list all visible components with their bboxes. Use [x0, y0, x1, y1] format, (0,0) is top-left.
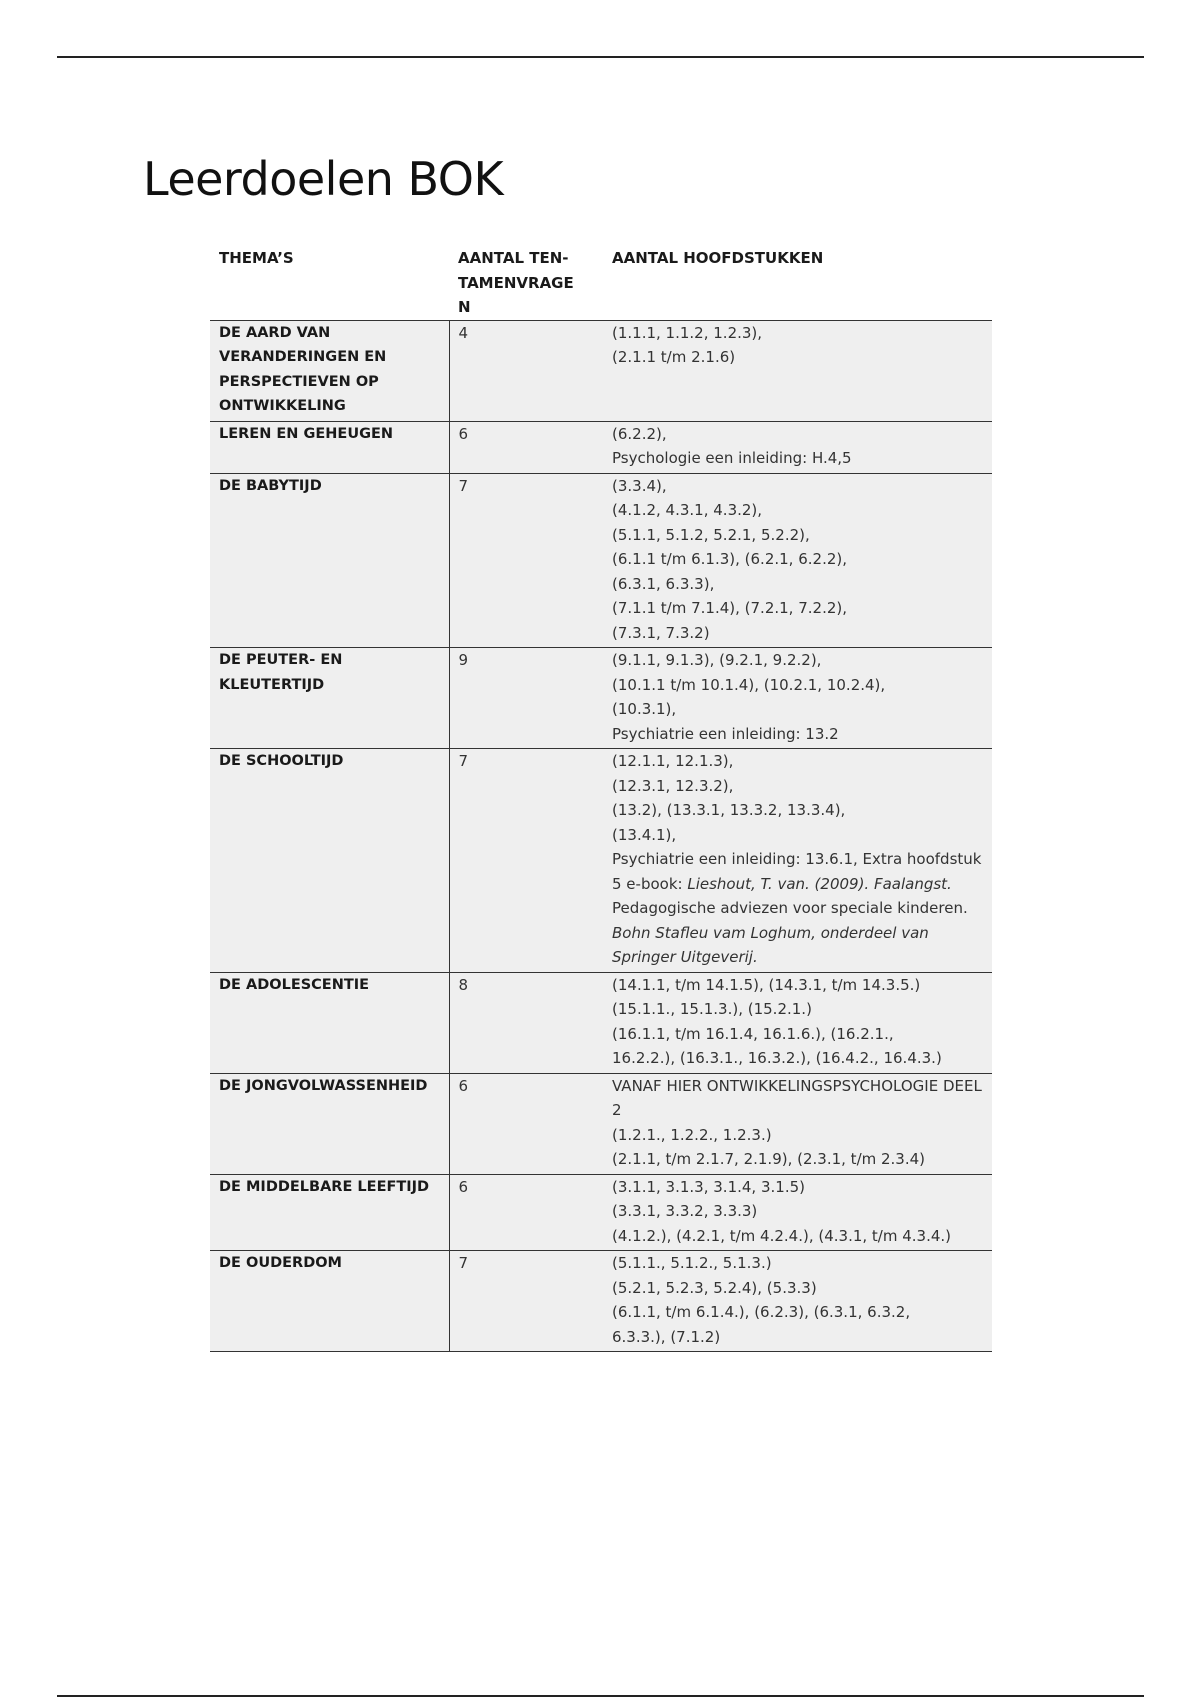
- table-row: [210, 421, 992, 473]
- footer-rule: [57, 1695, 1144, 1697]
- table-row: [210, 972, 992, 1073]
- row-theme: DE BABYTIJD: [210, 473, 449, 648]
- row-chapters: (1.1.1, 1.1.2, 1.2.3), (2.1.1 t/m 2.1.6): [603, 320, 992, 421]
- row-theme: DE PEUTER- EN KLEUTERTIJD: [210, 648, 449, 749]
- table-row: [210, 1073, 992, 1174]
- header-theme: THEMA’S: [219, 249, 294, 267]
- row-chapters: (9.1.1, 9.1.3), (9.2.1, 9.2.2), (10.1.1 t/m 10.1.4), (10.2.1, 10.2.4), (10.3.1), Psychiatrie een inleiding: 13.2: [603, 648, 992, 749]
- header-chapters: AANTAL HOOFDSTUKKEN: [612, 249, 824, 267]
- table-row: [210, 473, 992, 648]
- row-theme: DE AARD VAN VERANDERINGEN EN PERSPECTIEVEN OP ONTWIKKELING: [210, 320, 449, 421]
- table-row: [210, 320, 992, 421]
- row-count: 6: [449, 1073, 603, 1174]
- row-chapters: (5.1.1., 5.1.2., 5.1.3.) (5.2.1, 5.2.3, 5.2.4), (5.3.3) (6.1.1, t/m 6.1.4.), (6.2.3), (6.3.1, 6.3.2, 6.3.3.), (7.1.2): [603, 1251, 992, 1352]
- table-header-row: [210, 246, 992, 320]
- row-count: 7: [449, 749, 603, 973]
- table-row: [210, 1174, 992, 1251]
- schooltijd-extra-reference: Psychiatrie een inleiding: 13.6.1, Extra hoofdstuk 5 e-book: Lieshout, T. van. (2009). Faalangst. Pedagogische adviezen voor speciale kinderen. Bohn Stafleu vam Loghum, onderdeel van Springer Uitgeverij.: [612, 850, 982, 966]
- table-row: [210, 749, 992, 973]
- table-row: [210, 1251, 992, 1352]
- row-chapters: (6.2.2), Psychologie een inleiding: H.4,5: [603, 421, 992, 473]
- row-count: 9: [449, 648, 603, 749]
- row-count: 8: [449, 972, 603, 1073]
- row-count: 7: [449, 473, 603, 648]
- row-count: 4: [449, 320, 603, 421]
- row-theme: DE SCHOOLTIJD: [210, 749, 449, 973]
- header-count: AANTAL TEN-TAMENVRAGEN: [458, 249, 574, 316]
- row-theme: DE MIDDELBARE LEEFTIJD: [210, 1174, 449, 1251]
- header-rule: [57, 56, 1144, 58]
- table-row: [210, 648, 992, 749]
- row-theme: DE JONGVOLWASSENHEID: [210, 1073, 449, 1174]
- row-chapters: (14.1.1, t/m 14.1.5), (14.3.1, t/m 14.3.5.) (15.1.1., 15.1.3.), (15.2.1.) (16.1.1, t/m 16.1.4, 16.1.6.), (16.2.1., 16.2.2.), (16.3.1., 16.3.2.), (16.4.2., 16.4.3.): [603, 972, 992, 1073]
- row-chapters: (3.3.4), (4.1.2, 4.3.1, 4.3.2), (5.1.1, 5.1.2, 5.2.1, 5.2.2), (6.1.1 t/m 6.1.3), (6.2.1, 6.2.2), (6.3.1, 6.3.3), (7.1.1 t/m 7.1.4), (7.2.1, 7.2.2), (7.3.1, 7.3.2): [603, 473, 992, 648]
- learning-goals-table: [210, 246, 992, 1352]
- row-chapters: (12.1.1, 12.1.3), (12.3.1, 12.3.2), (13.2), (13.3.1, 13.3.2, 13.3.4), (13.4.1), Psychiatrie een inleiding: 13.6.1, Extra hoofdstuk 5 e-book: Lieshout, T. van. (2009). Faalangst. Pedagogische adviezen voor speciale kinderen. Bohn Stafleu vam Loghum, onderdeel van Springer Uitgeverij.: [603, 749, 992, 973]
- row-theme: DE ADOLESCENTIE: [210, 972, 449, 1073]
- row-chapters: VANAF HIER ONTWIKKELINGSPSYCHOLOGIE DEEL 2 (1.2.1., 1.2.2., 1.2.3.) (2.1.1, t/m 2.1.7, 2.1.9), (2.3.1, t/m 2.3.4): [603, 1073, 992, 1174]
- row-count: 6: [449, 421, 603, 473]
- row-theme: LEREN EN GEHEUGEN: [210, 421, 449, 473]
- row-chapters: (3.1.1, 3.1.3, 3.1.4, 3.1.5) (3.3.1, 3.3.2, 3.3.3) (4.1.2.), (4.2.1, t/m 4.2.4.), (4.3.1, t/m 4.3.4.): [603, 1174, 992, 1251]
- page-title: Leerdoelen BOK: [143, 152, 504, 206]
- row-count: 7: [449, 1251, 603, 1352]
- row-count: 6: [449, 1174, 603, 1251]
- row-theme: DE OUDERDOM: [210, 1251, 449, 1352]
